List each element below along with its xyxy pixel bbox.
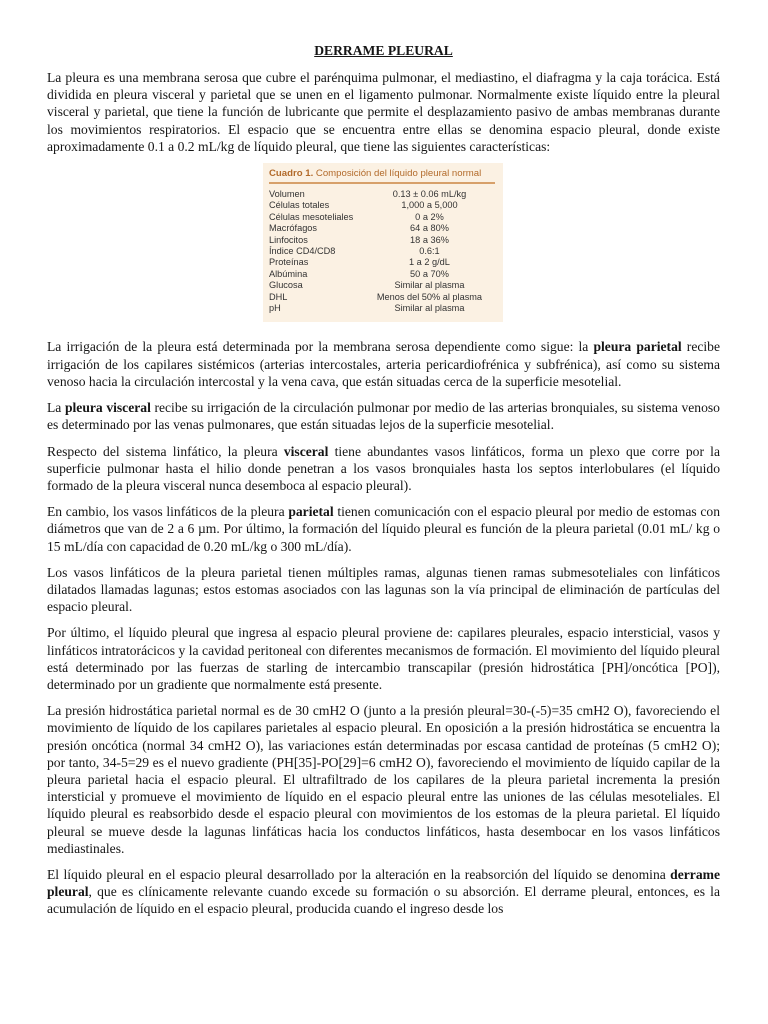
bold-term-pleura-visceral: pleura visceral <box>64 400 151 416</box>
paragraph-text: La irrigación de la pleura está determinada por la membrana serosa dependiente como sigue: la <box>47 339 594 355</box>
table-cell-value: 18 a 36% <box>410 234 449 245</box>
table-cell-parameter: pH <box>269 303 281 314</box>
table-cell-value: 1 a 2 g/dL <box>409 257 450 268</box>
bold-term-pleura-parietal: pleura parietal <box>593 339 682 355</box>
table-caption-rule <box>269 182 495 184</box>
table-cell-parameter: Volumen <box>269 189 305 200</box>
paragraph-lymphatic-branches: Los vasos linfáticos de la pleura parietal tienen múltiples ramas, algunas tienen ramas submesoteliales con linfáticos dilatados llamadas lagunas; estos estomas asociados con las lagunas son la vía principal de eliminación de partículas del espacio pleural. <box>47 564 720 615</box>
table-cell-parameter: Glucosa <box>269 280 303 291</box>
table-row <box>269 189 495 200</box>
table-cell-parameter: Índice CD4/CD8 <box>269 246 336 257</box>
bold-term-visceral: visceral <box>283 443 329 459</box>
table-cell-parameter: Linfocitos <box>269 234 308 245</box>
paragraph-text: tiene abundantes vasos linfáticos, forma un plexo que corre por la superficie pulmonar hasta el hilio donde penetran a los vasos bronquiales hasta los septos interlobulares (el líquido formado de la pleura visceral nunca desemboca al espacio pleural). <box>47 443 720 493</box>
table-cell-value: 1,000 a 5,000 <box>401 200 458 211</box>
table-row <box>269 303 495 316</box>
table-cell-parameter: Células totales <box>269 200 330 211</box>
table-cell-parameter: DHL <box>269 291 288 302</box>
table-row <box>269 235 495 246</box>
document-title: DERRAME PLEURAL <box>314 43 453 58</box>
paragraph-text: La <box>47 400 65 416</box>
paragraph-lymphatic-parietal <box>47 503 720 555</box>
bold-term-parietal: parietal <box>288 504 334 520</box>
table-caption <box>269 168 495 180</box>
paragraph-lymphatic-visceral <box>47 443 720 495</box>
paragraph-text: En cambio, los vasos linfáticos de la pleura <box>47 504 289 520</box>
table-cell-value: 0.6:1 <box>419 246 440 257</box>
table-cell-value: 64 a 80% <box>410 223 449 234</box>
table-cell-value: Similar al plasma <box>394 303 465 314</box>
table-cell-value: 50 a 70% <box>410 268 449 279</box>
table-row <box>269 269 495 280</box>
table-row <box>269 280 495 291</box>
paragraph-text: recibe su irrigación de la circulación pulmonar por medio de las arterias bronquiales, su sistema venoso es determinado por las venas pulmonares, que están situadas lejos de la superficie mesotelial. <box>47 400 720 433</box>
paragraph-text: recibe irrigación de los capilares sistémicos (arterias intercostales, arteria pericardiofrénica y subfrénica), así como su sistema venoso hacia la circulación intercostal y la vena cava, que están situadas cerca de la superficie mesotelial. <box>47 339 721 389</box>
intro-paragraph: La pleura es una membrana serosa que cubre el parénquima pulmonar, el mediastino, el diafragma y la caja torácica. Está dividida en pleura visceral y parietal que se unen en el ligamento pulmonar. Normalmente existe líquido entre la pleural visceral y parietal, que tiene la función de lubricante que permite el desplazamiento pasivo de ambas membranas durante los movimientos respiratorios. El espacio que se encuentra entre ellas se denomina espacio pleural, donde existe aproximadamente 0.1 a 0.2 mL/kg de líquido pleural, que tiene las siguientes características: <box>47 70 720 154</box>
table-row <box>269 246 495 257</box>
table-row <box>269 223 495 234</box>
table-cell-parameter: Proteínas <box>269 257 309 268</box>
bold-term-derrame-pleural: derrame pleural <box>47 866 720 900</box>
table-cell-value: Similar al plasma <box>394 280 465 291</box>
table-caption-text: Composición del líquido pleural normal <box>313 168 482 180</box>
table-caption-label: Cuadro 1. <box>269 168 314 180</box>
composition-table-body <box>269 189 495 316</box>
table-row <box>269 257 495 268</box>
composition-table-figure <box>263 163 503 322</box>
table-row <box>269 292 495 303</box>
table-cell-parameter: Albúmina <box>269 268 308 279</box>
paragraph-pressures: La presión hidrostática parietal normal es de 30 cmH2 O (junto a la presión pleural=30-(-5)=35 cmH2 O), favoreciendo el movimiento de líquido de los capilares parietales al espacio pleural. En oposición a la presión hidrostática se encuentra la presión oncótica (normal 34 cmH2 O), las variaciones están determinadas por escasa cantidad de proteínas (5 cmH2 O); por tanto, 34-5=29 es el nuevo gradiente (PH[35]-PO[29]=6 cmH2 O), favoreciendo el movimiento de líquido capilar de la pleura parietal hacia el espacio pleural. El ultrafiltrado de los capilares de la pleura parietal incrementa la presión intersticial y promueve el movimiento de líquido en el espacio pleural entre las uniones de las células mesoteliales. El líquido pleural es reabsorbido desde el espacio pleural con movimientos de los estomas de la pleura parietal. El líquido pleural se mueve desde la lagunas linfáticas hacia los conductos linfáticos, hasta desembocar en los vasos linfáticos mediastinales. <box>47 703 720 856</box>
table-row <box>269 200 495 211</box>
paragraph-text: Respecto del sistema linfático, la pleura <box>47 443 284 459</box>
paragraph-text: tienen comunicación con el espacio pleural por medio de estomas con diámetros que van de 2 a 6 µm. Por último, la formación del líquido pleural es función de la pleura parietal (0.01 mL/ kg o 15 mL/día con capacidad de 0.20 mL/kg o 300 mL/día). <box>47 504 720 554</box>
paragraph-fluid-origin: Por último, el líquido pleural que ingresa al espacio pleural proviene de: capilares pleurales, espacio intersticial, vasos y linfáticos intratorácicos y la cavidad peritoneal con diferentes mecanismos de formación. El movimiento del líquido pleural está determinado por las fuerzas de starling de intercambio transcapilar (presión hidrostática [PH]/oncótica [PO]), determinado por un gradiente que normalmente está presente. <box>47 625 720 692</box>
paragraph-irrigation-parietal <box>47 338 720 390</box>
paragraph-text: , que es clínicamente relevante cuando excede su formación o su absorción. El derrame pleural, entonces, es la acumulación de líquido en el espacio pleural, producida cuando el ingreso desde los <box>47 884 720 917</box>
paragraph-irrigation-visceral <box>47 399 720 433</box>
table-cell-value: 0 a 2% <box>415 211 444 222</box>
table-cell-parameter: Macrófagos <box>269 223 318 234</box>
composition-table <box>269 189 495 316</box>
table-cell-value: 0.13 ± 0.06 mL/kg <box>392 189 467 200</box>
composition-table-panel <box>263 163 503 322</box>
table-cell-value: Menos del 50% al plasma <box>376 291 483 302</box>
paragraph-text: El líquido pleural en el espacio pleural desarrollado por la alteración en la reabsorción del líquido se denomina <box>47 866 671 882</box>
table-cell-parameter: Células mesoteliales <box>269 211 354 222</box>
table-row <box>269 212 495 223</box>
paragraph-definition <box>47 866 720 918</box>
